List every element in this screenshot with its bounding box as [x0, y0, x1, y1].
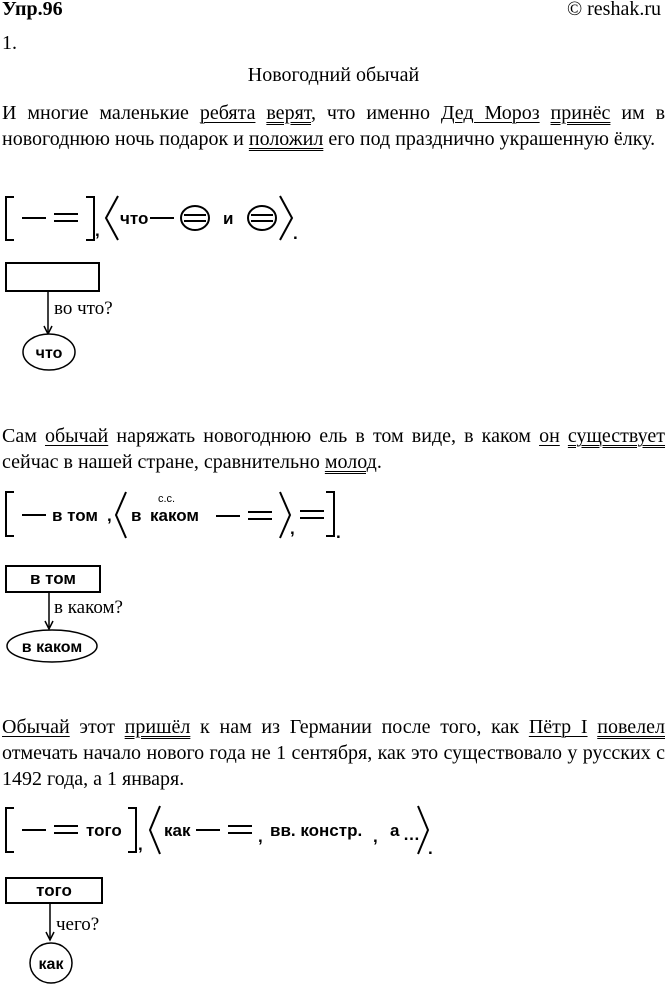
tree-3-arrow	[0, 904, 60, 944]
tree-2-question: в каком?	[54, 597, 123, 618]
subject: Дед Мороз	[440, 102, 540, 124]
predicate: верят	[266, 102, 311, 124]
tree-2-node	[5, 627, 99, 665]
scheme-period: .	[336, 523, 341, 542]
predicate: положил	[248, 128, 324, 150]
scheme-rest: вв. констр.	[270, 821, 363, 840]
scheme-comma: ,	[95, 221, 100, 240]
svg-text:как: как	[38, 956, 64, 973]
tree-3-main-box: того	[5, 877, 103, 904]
scheme-3	[0, 802, 440, 860]
predicate: принёс	[550, 102, 611, 124]
tree-1-node	[21, 332, 77, 372]
scheme-2	[0, 486, 360, 546]
scheme-dots: …	[403, 825, 420, 844]
sentence-3: Обычай этот пришёл к нам из Германии после того, как Пётр I повелел отмечать начало нового года не 1 сентября, как это существовало у русских с 1492 года, а 1 января.	[2, 716, 665, 790]
predicate: молод	[324, 451, 377, 473]
scheme-1	[0, 192, 320, 248]
scheme-comma: ,	[138, 835, 143, 854]
scheme-comma-2: ,	[258, 827, 263, 846]
tree-1-main-box	[5, 262, 100, 292]
predicate: существует	[567, 425, 666, 447]
scheme-kak: как	[164, 821, 191, 840]
tree-3-question: чего?	[56, 914, 100, 935]
scheme-v-tom: в том	[52, 506, 99, 525]
scheme-comma-3: ,	[373, 827, 378, 846]
scheme-v: в	[131, 506, 142, 525]
predicate: пришёл	[124, 716, 191, 738]
scheme-and: и	[223, 209, 234, 228]
subject: обычай	[44, 425, 109, 447]
scheme-comma: ,	[107, 506, 112, 525]
text-title: Новогодний обычай	[247, 64, 420, 86]
tree-1-question: во что?	[54, 298, 113, 319]
tree-3-node	[28, 941, 74, 985]
exercise-title: Упр.96	[2, 0, 63, 20]
scheme-togo: того	[86, 821, 122, 840]
scheme-comma-2: ,	[290, 519, 295, 538]
scheme-sup: с.с.	[158, 493, 176, 505]
predicate: повелел	[597, 716, 665, 738]
sentence-1: И многие маленькие ребята верят, что именно Дед Мороз принёс им в новогоднюю ночь подарок и положил его под празднично украшенную ёлку.	[2, 102, 666, 150]
subject: ребята	[199, 102, 256, 124]
item-number: 1.	[2, 32, 17, 54]
scheme-what: что	[120, 209, 149, 228]
sentence-2: Сам обычай наряжать новогоднюю ель в том виде, в каком он существует сейчас в нашей стране, сравнительно молод.	[2, 425, 666, 473]
svg-text:в каком: в каком	[21, 639, 83, 656]
site-credit: © reshak.ru	[566, 0, 661, 20]
scheme-a: а	[390, 821, 400, 840]
tree-2-main-box: в том	[5, 565, 101, 593]
subject: он	[539, 425, 560, 447]
scheme-period: .	[428, 839, 433, 858]
subject: Пётр I	[528, 716, 588, 738]
scheme-period: .	[293, 224, 298, 243]
scheme-kakom: каком	[150, 506, 199, 525]
subject: Обычай	[2, 716, 70, 738]
svg-text:что: что	[35, 345, 63, 362]
